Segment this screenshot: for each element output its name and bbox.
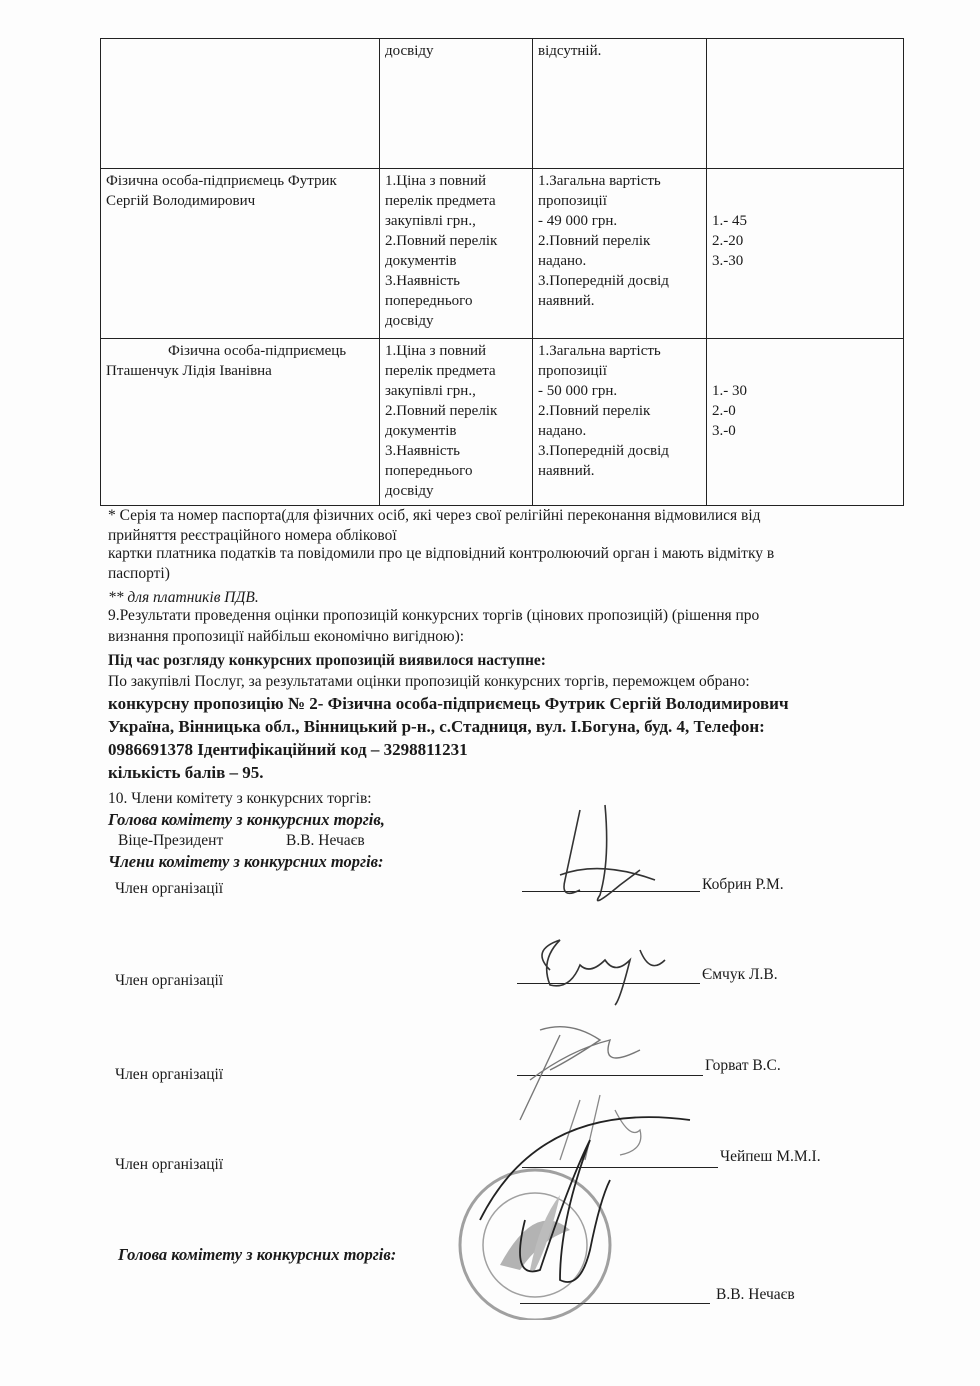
proposal-cell — [533, 339, 707, 506]
proposal-line: пропозиції — [538, 193, 607, 209]
proposal-line: пропозиції — [538, 363, 607, 379]
criteria-line: закупівлі грн., — [385, 383, 476, 399]
table-row — [101, 169, 904, 339]
proposal-line: наявний. — [538, 293, 595, 309]
signature-cheipesh — [560, 1095, 641, 1160]
proposals-table — [100, 38, 904, 506]
member-role: Член організації — [115, 1066, 224, 1083]
member-name: Кобрин Р.М. — [702, 876, 784, 893]
proposal-line: 1.Загальна вартість — [538, 173, 661, 189]
table-row — [101, 339, 904, 506]
points-cell — [707, 169, 904, 339]
section10-title: 10. Члени комітету з конкурсних торгів: — [108, 790, 372, 807]
points-cell — [707, 39, 904, 169]
signature-yemchuk — [542, 940, 665, 1005]
member-role: Член організації — [115, 972, 224, 989]
criteria-line: закупівлі грн., — [385, 213, 476, 229]
proposal-cell — [533, 169, 707, 339]
criteria-line: документів — [385, 423, 457, 439]
winner-address: Україна, Вінницька обл., Вінницький р-н., с.Стадниця, вул. І.Богуна, буд. 4, Телефон: — [108, 717, 765, 736]
points-line: 3.-30 — [712, 253, 744, 269]
winner-score: кількість балів – 95. — [108, 763, 264, 782]
proposal-line: - 49 000 грн. — [538, 213, 618, 229]
criteria-line: попереднього — [385, 463, 473, 479]
stamp — [460, 1170, 610, 1320]
participant-cell — [101, 39, 380, 169]
proposal-line: - 50 000 грн. — [538, 383, 618, 399]
section9-text: визнання пропозиції найбільш економічно вигідною): — [108, 628, 465, 645]
proposal-line: 2.Повний перелік — [538, 233, 651, 249]
points-cell — [707, 339, 904, 506]
final-head-label: Голова комітету з конкурсних торгів: — [118, 1245, 397, 1264]
proposal-line: наявний. — [538, 463, 595, 479]
vp-title: Віце-Президент — [118, 832, 224, 849]
proposal-line: надано. — [538, 253, 587, 269]
criteria-line: перелік предмета — [385, 363, 496, 379]
member-name: Ємчук Л.В. — [702, 966, 778, 983]
participant-cell: Фізична особа-підприємець Футрик Сергій Володимирович — [101, 169, 380, 339]
winner-code: 0986691378 Ідентифікаційний код – 3298811231 — [108, 740, 468, 759]
winner-line: конкурсну пропозицію № 2- Фізична особа-підприємець Футрик Сергій Володимирович — [108, 694, 789, 713]
criteria-cell — [380, 169, 533, 339]
footnote-1: прийняття реєстраційного номера облікової — [108, 527, 397, 544]
criteria-cell — [380, 339, 533, 506]
footnote-1: картки платника податків та повідомили про це відповідний контролюючий орган і мають відмітку в — [108, 545, 775, 562]
section9-heading: Під час розгляду конкурсних пропозицій виявилося наступне: — [108, 652, 546, 669]
proposal-line: відсутній. — [538, 43, 602, 59]
footnote-2: ** для платників ПДВ. — [108, 589, 259, 606]
signatures-and-stamp — [440, 800, 740, 1320]
proposal-cell — [533, 39, 707, 169]
final-head-name: В.В. Нечаєв — [716, 1286, 795, 1303]
members-label: Члени комітету з конкурсних торгів: — [108, 852, 384, 871]
criteria-line: 3.Наявність — [385, 273, 460, 289]
criteria-cell — [380, 39, 533, 169]
proposal-line: надано. — [538, 423, 587, 439]
points-line: 3.-0 — [712, 423, 736, 439]
criteria-line: досвіду — [385, 483, 434, 499]
criteria-line: досвіду — [385, 43, 434, 59]
member-name: Горват В.С. — [705, 1057, 781, 1074]
criteria-line: 3.Наявність — [385, 443, 460, 459]
signature-kobryn — [560, 805, 655, 901]
section9-text: 9.Результати проведення оцінки пропозицій конкурсних торгів (цінових пропозицій) (рішення про — [108, 607, 760, 624]
section9-text: По закупівлі Послуг, за результатами оцінки пропозицій конкурсних торгів, переможцем обрано: — [108, 673, 750, 690]
participant-cell: Фізична особа-підприємець Пташенчук Лідія Іванівна — [101, 339, 380, 506]
criteria-line: досвіду — [385, 313, 434, 329]
points-line: 2.-0 — [712, 403, 736, 419]
member-name: Чейпеш М.М.І. — [720, 1148, 821, 1165]
points-line: 2.-20 — [712, 233, 744, 249]
criteria-line: 1.Ціна з повний — [385, 173, 487, 189]
criteria-line: 1.Ціна з повний — [385, 343, 487, 359]
criteria-line: документів — [385, 253, 457, 269]
footnote-1: * Серія та номер паспорта(для фізичних осіб, які через свої релігійні переконання відмовилися від — [108, 507, 761, 524]
head-label: Голова комітету з конкурсних торгів, — [108, 810, 385, 829]
criteria-line: 2.Повний перелік — [385, 403, 498, 419]
points-line: 1.- 45 — [712, 213, 747, 229]
signature-horvat — [520, 1027, 640, 1120]
proposal-line: 3.Попередній досвід — [538, 443, 669, 459]
proposal-line: 2.Повний перелік — [538, 403, 651, 419]
vp-name: В.В. Нечаєв — [286, 832, 365, 849]
member-role: Член організації — [115, 880, 224, 897]
points-line: 1.- 30 — [712, 383, 747, 399]
criteria-line: попереднього — [385, 293, 473, 309]
proposal-line: 3.Попередній досвід — [538, 273, 669, 289]
member-role: Член організації — [115, 1156, 224, 1173]
table-row — [101, 39, 904, 169]
footnote-1: паспорті) — [108, 565, 170, 582]
proposal-line: 1.Загальна вартість — [538, 343, 661, 359]
criteria-line: 2.Повний перелік — [385, 233, 498, 249]
criteria-line: перелік предмета — [385, 193, 496, 209]
